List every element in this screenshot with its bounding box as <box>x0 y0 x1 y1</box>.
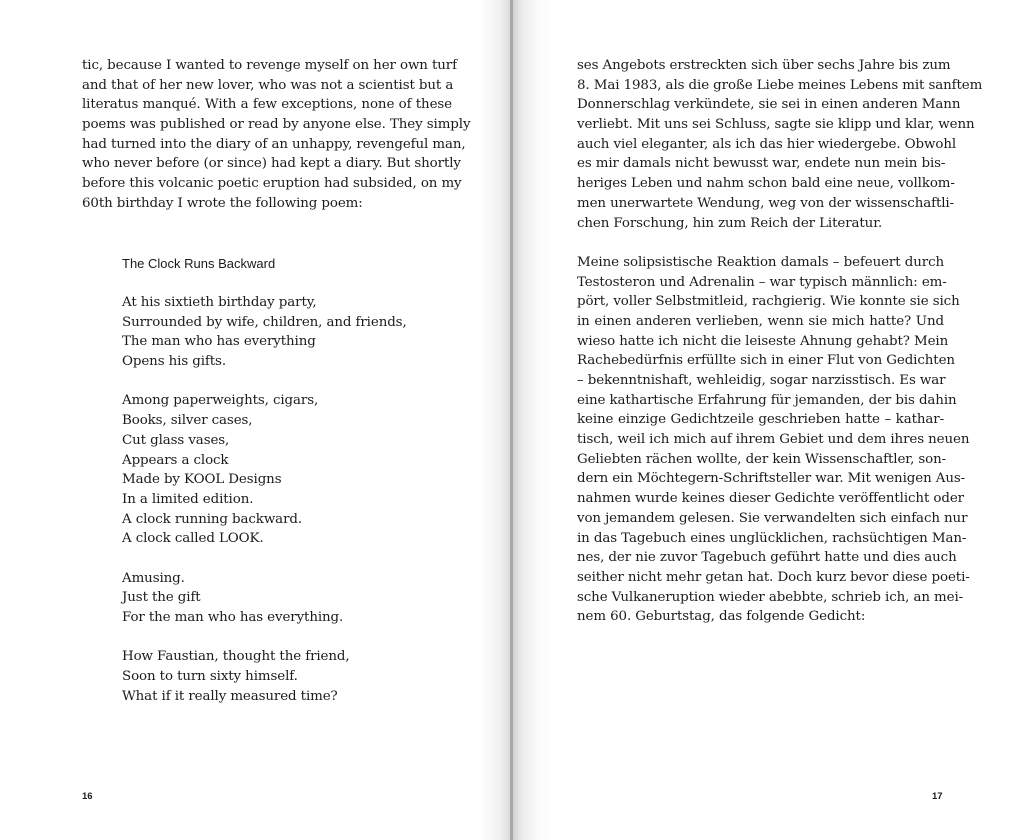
text-line: eine kathartische Erfahrung für jemanden, der bis dahin <box>577 392 957 408</box>
right-text-block <box>577 56 983 647</box>
poem-line: How Faustian, thought the friend, <box>122 649 350 665</box>
paragraph <box>577 253 970 627</box>
text-line: and that of her new lover, who was not a scientist but a <box>82 77 454 93</box>
text-line: sche Vulkaneruption wieder abebbte, schrieb ich, an mei- <box>577 589 964 605</box>
poem-stanza <box>122 293 462 372</box>
poem-line: Surrounded by wife, children, and friends, <box>122 314 407 330</box>
text-line: pört, voller Selbstmitleid, rachgierig. Wie konnte sie sich <box>577 294 960 310</box>
poem-line: Made by KOOL Designs <box>122 472 282 488</box>
text-line: auch viel eleganter, als ich das hier wiedergebe. Obwohl <box>577 136 957 152</box>
page-number: 17 <box>932 791 943 802</box>
poem-line: In a limited edition. <box>122 491 254 507</box>
text-line: 8. Mai 1983, als die große Liebe meines Lebens mit sanftem <box>577 77 983 93</box>
poem-line: Appears a clock <box>122 452 229 468</box>
poem-line: Cut glass vases, <box>122 432 230 448</box>
text-line: poems was published or read by anyone else. They simply <box>82 117 471 133</box>
paragraph <box>577 56 983 233</box>
text-line: von jemandem gelesen. Sie verwandelten sich einfach nur <box>577 510 968 526</box>
poem-line: The man who has everything <box>122 334 316 350</box>
text-line: keine einzige Gedichtzeile geschrieben hatte – kathar- <box>577 412 944 428</box>
intro-paragraph <box>82 56 471 214</box>
poem-line: What if it really measured time? <box>122 688 338 704</box>
text-line: ses Angebots erstreckten sich über sechs Jahre bis zum <box>577 58 951 73</box>
poem-line: For the man who has everything. <box>122 610 344 625</box>
text-line: Donnerschlag verkündete, sie sei in einen anderen Mann <box>577 97 961 113</box>
text-line: chen Forschung, hin zum Reich der Literatur. <box>577 215 883 231</box>
poem-line: Amusing. <box>122 570 185 586</box>
text-line: Rachebedürfnis erfüllte sich in einer Flut von Gedichten <box>577 353 955 369</box>
text-line: men unerwartete Wendung, weg von der wissenschaftli- <box>577 195 955 211</box>
text-line: nes, der nie zuvor Tagebuch geführt hatte und dies auch <box>577 550 957 566</box>
poem-line: A clock running backward. <box>122 511 302 527</box>
text-line: heriges Leben und nahm schon bald eine neue, vollkom- <box>577 176 955 192</box>
text-line: nahmen wurde keines dieser Gedichte veröffentlicht oder <box>577 491 964 507</box>
book-gutter <box>510 0 513 840</box>
poem-line: Books, silver cases, <box>122 413 253 429</box>
text-line: Testosteron und Adrenalin – war typisch männlich: em- <box>577 274 947 290</box>
text-line: seither nicht mehr getan hat. Doch kurz bevor diese poeti- <box>577 569 970 585</box>
text-line: nem 60. Geburtstag, das folgende Gedicht: <box>577 609 866 625</box>
poem-line: Opens his gifts. <box>122 354 226 370</box>
text-line: who never before (or since) had kept a diary. But shortly <box>82 156 461 172</box>
poem-stanza <box>122 569 462 628</box>
poem-line: Soon to turn sixty himself. <box>122 669 298 685</box>
right-page <box>512 0 1024 840</box>
poem-stanza <box>122 647 462 706</box>
poem-line: At his sixtieth birthday party, <box>122 295 317 310</box>
text-line: 60th birthday I wrote the following poem: <box>82 195 363 211</box>
text-line: – bekenntnishaft, wehleidig, sogar narzisstisch. Es war <box>577 373 946 388</box>
poem-line: Among paperweights, cigars, <box>122 393 319 409</box>
text-line: tic, because I wanted to revenge myself on her own turf <box>82 58 457 73</box>
poem-body <box>122 293 462 726</box>
page-number: 16 <box>82 791 93 802</box>
text-line: literatus manqué. With a few exceptions, none of these <box>82 97 452 113</box>
text-line: es mir damals nicht bewusst war, endete nun mein bis- <box>577 156 946 172</box>
text-line: had turned into the diary of an unhappy, revengeful man, <box>82 136 466 152</box>
poem-line: A clock called LOOK. <box>122 531 264 547</box>
text-line: dern ein Möchtegern-Schriftsteller war. Mit wenigen Aus- <box>577 471 966 487</box>
text-line: verliebt. Mit uns sei Schluss, sagte sie klipp und klar, wenn <box>577 117 975 133</box>
text-line: Geliebten rächen wollte, der kein Wissenschaftler, son- <box>577 451 947 467</box>
poem-line: Just the gift <box>122 590 201 606</box>
text-line: tisch, weil ich mich auf ihrem Gebiet und dem ihres neuen <box>577 432 970 448</box>
text-line: before this volcanic poetic eruption had subsided, on my <box>82 176 462 192</box>
text-line: Meine solipsistische Reaktion damals – befeuert durch <box>577 254 944 270</box>
text-line: wieso hatte ich nicht die leiseste Ahnung gehabt? Mein <box>577 333 949 349</box>
poem-title: The Clock Runs Backward <box>122 256 276 271</box>
poem-stanza <box>122 391 462 549</box>
text-line: in einen anderen verlieben, wenn sie mich hatte? Und <box>577 313 944 329</box>
text-line: in das Tagebuch eines unglücklichen, rachsüchtigen Man- <box>577 530 967 546</box>
